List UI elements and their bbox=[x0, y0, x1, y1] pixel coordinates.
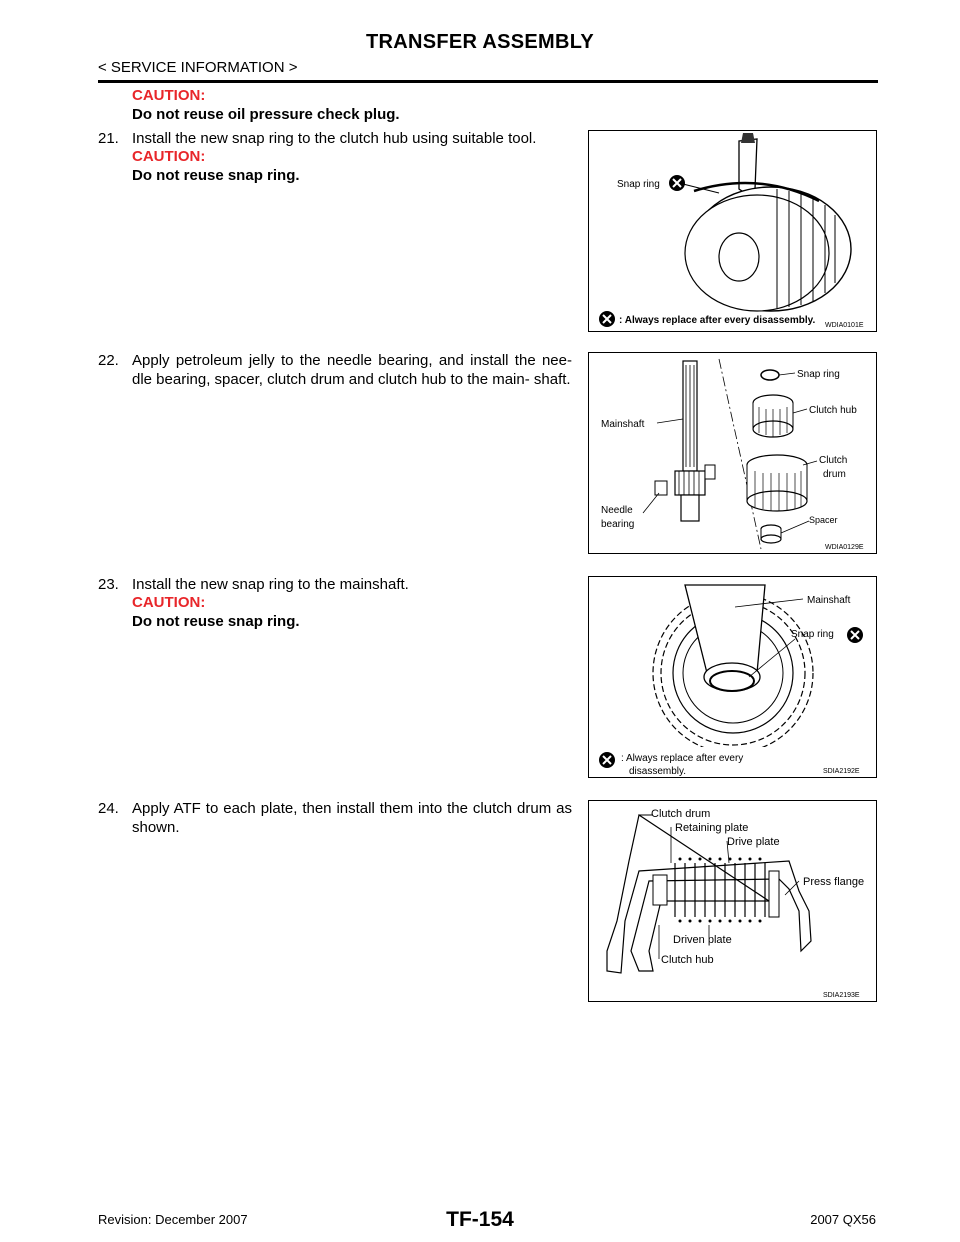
label-driven-plate: Driven plate bbox=[673, 934, 732, 946]
page-number: TF-154 bbox=[446, 1208, 514, 1231]
step-23-caution-text: Do not reuse snap ring. bbox=[132, 613, 300, 630]
figure-id: WDIA0129E bbox=[825, 544, 864, 551]
replace-icon bbox=[599, 311, 615, 327]
footer-model: 2007 QX56 bbox=[810, 1212, 876, 1227]
label-mainshaft: Mainshaft bbox=[807, 595, 851, 606]
step-text: Install the new snap ring to the mainshaft. bbox=[132, 576, 409, 593]
label-spacer: Spacer bbox=[809, 515, 838, 525]
footer-revision: Revision: December 2007 bbox=[98, 1212, 248, 1227]
label-snap-ring: Snap ring bbox=[617, 179, 660, 190]
section-subtitle: < SERVICE INFORMATION > bbox=[98, 59, 298, 76]
replace-icon bbox=[599, 752, 615, 768]
legend-text-2: disassembly. bbox=[629, 766, 687, 777]
label-snap-ring: Snap ring bbox=[797, 369, 840, 380]
page-title: TRANSFER ASSEMBLY bbox=[365, 31, 595, 53]
step-text: Install the new snap ring to the clutch hub using suitable tool. bbox=[132, 130, 537, 147]
label-retaining-plate: Retaining plate bbox=[675, 822, 749, 834]
step-21-caution-text: Do not reuse snap ring. bbox=[132, 167, 300, 184]
step-number: 21. bbox=[98, 130, 119, 147]
replace-icon bbox=[847, 627, 863, 643]
intro-caution-label: CAUTION: bbox=[132, 87, 206, 104]
legend-text: : Always replace after every disassembly. bbox=[619, 315, 816, 326]
figure-snap-ring-clutch-hub bbox=[588, 130, 877, 332]
figure-mainshaft-exploded bbox=[588, 352, 877, 554]
figure-id: WDIA0101E bbox=[825, 322, 864, 329]
label-mainshaft: Mainshaft bbox=[601, 419, 645, 430]
figure-id: SDIA2193E bbox=[823, 992, 860, 999]
label-drive-plate: Drive plate bbox=[727, 836, 780, 848]
step-number: 23. bbox=[98, 576, 119, 593]
header-rule bbox=[98, 80, 878, 83]
step-23-caution-label: CAUTION: bbox=[132, 594, 206, 611]
step-21 bbox=[98, 129, 578, 149]
step-text: Apply petroleum jelly to the needle bearing, and install the nee- dle bearing, spacer, clutch drum and clutch hub to the main- shaft. bbox=[132, 352, 572, 388]
label-bearing: bearing bbox=[601, 519, 635, 530]
step-23 bbox=[98, 575, 578, 595]
figure-snap-ring-mainshaft bbox=[588, 576, 877, 778]
label-press-flange: Press flange bbox=[803, 876, 865, 888]
step-number: 22. bbox=[98, 352, 119, 369]
intro-caution-text: Do not reuse oil pressure check plug. bbox=[132, 106, 400, 123]
label-clutch-hub: Clutch hub bbox=[809, 405, 857, 416]
label-needle: Needle bbox=[601, 505, 633, 516]
label-clutch-hub: Clutch hub bbox=[661, 954, 714, 966]
label-clutch: Clutch bbox=[819, 455, 848, 466]
step-text: Apply ATF to each plate, then install them into the clutch drum as shown. bbox=[132, 800, 572, 836]
replace-icon bbox=[669, 175, 685, 191]
label-snap-ring: Snap ring bbox=[791, 629, 834, 640]
step-22 bbox=[98, 351, 578, 411]
step-24 bbox=[98, 799, 578, 839]
legend-text-1: : Always replace after every bbox=[621, 753, 744, 764]
figure-clutch-plates bbox=[588, 800, 877, 1002]
label-clutch-drum: Clutch drum bbox=[651, 808, 711, 820]
step-21-caution-label: CAUTION: bbox=[132, 148, 206, 165]
step-number: 24. bbox=[98, 800, 119, 817]
figure-id: SDIA2192E bbox=[823, 768, 860, 775]
label-drum: drum bbox=[823, 469, 846, 480]
